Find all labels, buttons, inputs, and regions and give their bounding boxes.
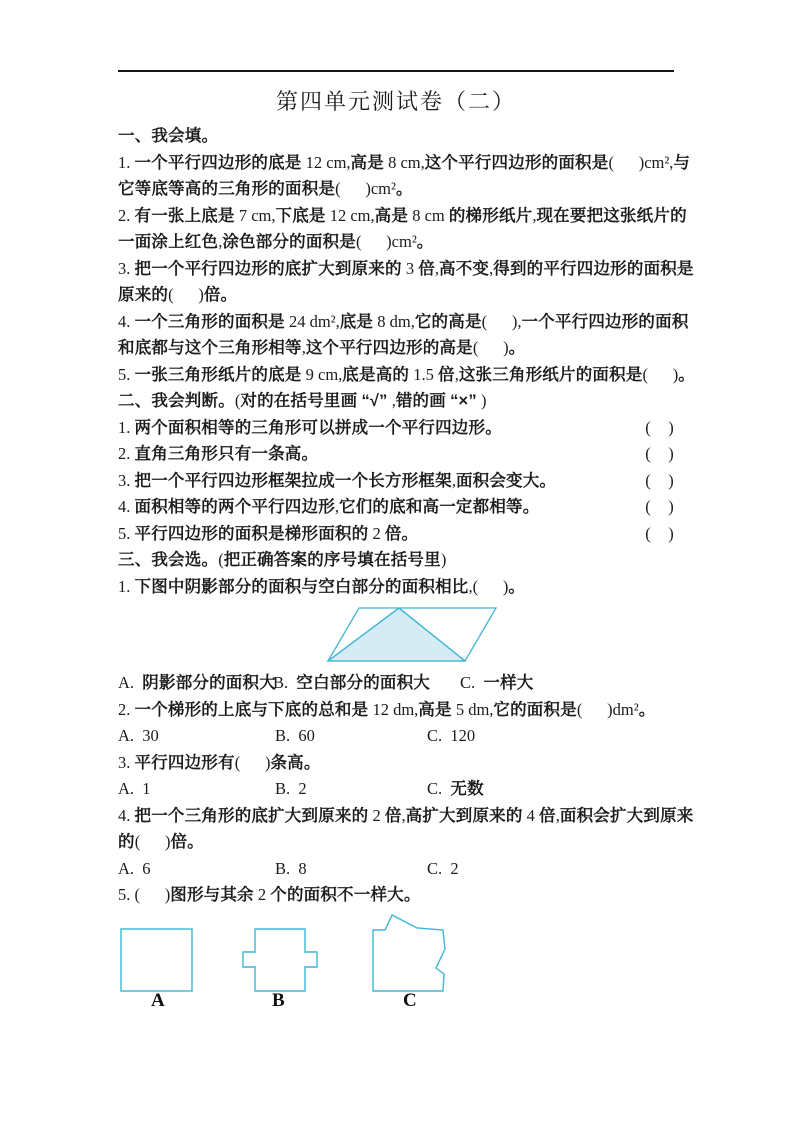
shape-c-label: C — [403, 989, 417, 1011]
fill-q3-line2: 原来的( )倍。 — [118, 285, 238, 304]
choice-q4-option-a: A. 6 — [118, 858, 151, 878]
choice-q1-options — [118, 670, 674, 697]
choice-q5-line: 5. ( )图形与其余 2 个的面积不一样大。 — [118, 885, 421, 904]
shape-b-tabbed-square — [243, 929, 317, 991]
choice-q3-line: 3. 平行四边形有( )条高。 — [118, 752, 321, 772]
choice-q2-options — [118, 723, 674, 750]
shape-a-rectangle — [121, 929, 192, 991]
judge-item-2 — [118, 441, 674, 468]
choice-q3-options — [118, 776, 674, 803]
judge-item-3-text: 3. 把一个平行四边形框架拉成一个长方形框架,面积会变大。 — [118, 470, 557, 490]
judge-item-1 — [118, 415, 674, 442]
choice-q4-options — [118, 856, 674, 883]
choice-q3-option-b: B. 2 — [275, 779, 307, 798]
parallelogram-figure-svg — [324, 604, 500, 666]
fill-q1-line1: 1. 一个平行四边形的底是 12 cm,高是 8 cm,这个平行四边形的面积是( )cm²,与 — [118, 152, 691, 172]
choice-q2-line: 2. 一个梯形的上底与下底的总和是 12 dm,高是 5 dm,它的面积是( )dm²。 — [118, 699, 656, 719]
judge-item-2-text: 2. 直角三角形只有一条高。 — [118, 444, 319, 463]
fill-q3-line1: 3. 把一个平行四边形的底扩大到原来的 3 倍,高不变,得到的平行四边形的面积是 — [118, 258, 694, 278]
judge-item-5 — [118, 521, 674, 548]
judge-item-4-blank: ( ) — [645, 497, 674, 516]
choice-q3-option-a: A. 1 — [118, 779, 151, 798]
judge-item-5-blank: ( ) — [645, 523, 674, 543]
shaded-triangle — [328, 608, 465, 661]
fill-q2-line1: 2. 有一张上底是 7 cm,下底是 12 cm,高是 8 cm 的梯形纸片,现在要把这张纸片的 — [118, 205, 687, 225]
top-divider — [118, 70, 674, 72]
choice-q4-option-b: B. 8 — [275, 858, 307, 878]
comparison-shapes-svg — [118, 914, 453, 994]
section1-header: 一、我会填。 — [118, 127, 219, 145]
section2-header: 二、我会判断。(对的在括号里画 “√” ,错的画 “×” ) — [118, 391, 487, 410]
fill-q2-line2: 一面涂上红色,涂色部分的面积是( )cm²。 — [118, 232, 434, 251]
shape-b-label: B — [272, 989, 285, 1011]
fill-q4-line2: 和底都与这个三角形相等,这个平行四边形的高是( )。 — [118, 338, 526, 357]
judge-item-1-blank: ( ) — [645, 417, 674, 437]
judge-item-3-blank: ( ) — [645, 470, 674, 490]
choice-q1-line: 1. 下图中阴影部分的面积与空白部分的面积相比,( )。 — [118, 576, 526, 596]
judge-item-4-text: 4. 面积相等的两个平行四边形,它们的底和高一定都相等。 — [118, 497, 540, 516]
judge-item-4 — [118, 494, 674, 521]
fill-q1-line2: 它等底等高的三角形的面积是( )cm²。 — [118, 179, 413, 198]
choice-q4-line1: 4. 把一个三角形的底扩大到原来的 2 倍,高扩大到原来的 4 倍,面积会扩大到原来 — [118, 805, 694, 825]
parallelogram-figure — [324, 604, 674, 668]
section3-header: 三、我会选。(把正确答案的序号填在括号里) — [118, 550, 447, 569]
comparison-shapes — [118, 914, 674, 1020]
choice-q3-option-c: C. 无数 — [427, 779, 484, 798]
shape-a-label: A — [151, 989, 165, 1011]
shape-c-irregular — [373, 915, 445, 991]
judge-item-3 — [118, 468, 674, 495]
choice-q4-line2: 的( )倍。 — [118, 832, 204, 851]
judge-item-2-blank: ( ) — [645, 444, 674, 463]
choice-q1-option-c: C. 一样大 — [460, 673, 534, 692]
fill-q5-line: 5. 一张三角形纸片的底是 9 cm,底是高的 1.5 倍,这张三角形纸片的面积是( )。 — [118, 364, 695, 384]
choice-q1-option-b: B. 空白部分的面积大 — [273, 673, 430, 692]
choice-q2-option-b: B. 60 — [275, 726, 315, 745]
judge-item-1-text: 1. 两个面积相等的三角形可以拼成一个平行四边形。 — [118, 417, 502, 437]
choice-q1-option-a: A. 阴影部分的面积大 — [118, 673, 276, 692]
choice-q2-option-c: C. 120 — [427, 726, 476, 745]
page-title: 第四单元测试卷（二） — [275, 89, 516, 114]
fill-q4-line1: 4. 一个三角形的面积是 24 dm²,底是 8 dm,它的高是( ),一个平行四边形的面积 — [118, 311, 689, 331]
choice-q4-option-c: C. 2 — [427, 858, 459, 878]
judge-item-5-text: 5. 平行四边形的面积是梯形面积的 2 倍。 — [118, 523, 419, 543]
page-content — [118, 0, 695, 1020]
choice-q2-option-a: A. 30 — [118, 726, 159, 745]
